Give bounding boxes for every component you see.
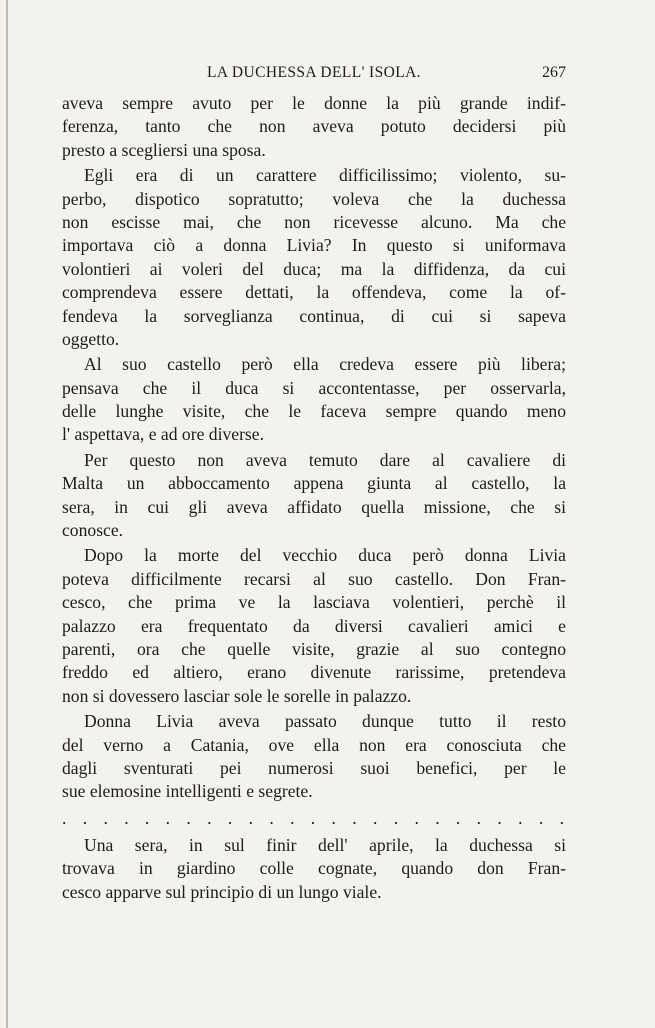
page-header [62, 62, 566, 86]
text-line: pensava che il duca si accontentasse, per osservarla, [62, 377, 566, 398]
paragraph [62, 353, 566, 447]
text-line: delle lunghe visite, che le faceva sempre quando meno [62, 401, 566, 422]
closing-paragraph [62, 834, 566, 904]
paragraph [62, 710, 566, 804]
text-line: l' aspettava, e ad ore diverse. [62, 424, 264, 445]
text-line: Dopo la morte del vecchio duca però donna Livia [84, 545, 566, 566]
text-line: oggetto. [62, 328, 120, 349]
paragraph [62, 164, 566, 351]
text-line: non escisse mai, che non ricevesse alcuno. Ma che [62, 211, 566, 232]
section-separator: . . . . . . . . . . . . . . . . . . . . . . . . . [62, 807, 566, 828]
page-edge [6, 0, 8, 1028]
body-text [62, 92, 566, 906]
text-line: comprendeva essere dettati, la offendeva, come la of- [62, 282, 566, 303]
text-line: fendeva la sorveglianza continua, di cui si sapeva [62, 305, 566, 326]
text-line: cesco apparve sul principio di un lungo viale. [62, 881, 382, 902]
text-line: Al suo castello però ella credeva essere più libera; [84, 354, 566, 375]
text-line: poteva difficilmente recarsi al suo castello. Don Fran- [62, 568, 566, 589]
text-line: dagli sventurati pei numerosi suoi benefici, per le [62, 757, 566, 778]
text-line: Donna Livia aveva passato dunque tutto il resto [84, 711, 566, 732]
text-line: volontieri ai voleri del duca; ma la diffidenza, da cui [62, 258, 566, 279]
text-line: sera, in cui gli aveva affidato quella missione, che si [62, 496, 566, 517]
text-line: Egli era di un carattere difficilissimo; violento, su- [84, 165, 566, 186]
text-line: freddo ed altiero, erano divenute rarissime, pretendeva [62, 662, 566, 683]
text-line: del verno a Catania, ove ella non era conosciuta che [62, 734, 566, 755]
page-number: 267 [542, 64, 566, 81]
text-line: aveva sempre avuto per le donne la più grande indif- [62, 93, 566, 113]
text-line: importava ciò a donna Livia? In questo si uniformava [62, 235, 566, 256]
paragraph [62, 449, 566, 543]
text-line: palazzo era frequentato da diversi cavalieri amici e [62, 615, 566, 636]
paragraph [62, 92, 566, 162]
paragraph [62, 544, 566, 708]
text-line: perbo, dispotico sopratutto; voleva che la duchessa [62, 188, 566, 209]
text-line: Malta un abboccamento appena giunta al castello, la [62, 473, 566, 494]
text-line: ferenza, tanto che non aveva potuto decidersi più [62, 116, 566, 137]
text-line: sue elemosine intelligenti e segrete. [62, 781, 313, 802]
text-line: trovava in giardino colle cognate, quando don Fran- [62, 858, 566, 879]
running-title: LA DUCHESSA DELL' ISOLA. [207, 64, 421, 81]
text-line: non si dovessero lasciar sole le sorelle in palazzo. [62, 685, 412, 706]
text-line: conosce. [62, 520, 124, 541]
paragraphs [62, 92, 566, 804]
text-line: cesco, che prima ve la lasciava volentieri, perchè il [62, 592, 566, 613]
text-line: Per questo non aveva temuto dare al cavaliere di [84, 449, 566, 470]
text-line: Una sera, in sul finir dell' aprile, la duchessa si [84, 834, 566, 855]
text-line: presto a scegliersi una sposa. [62, 139, 266, 160]
text-line: parenti, ora che quelle visite, grazie al suo contegno [62, 638, 566, 659]
